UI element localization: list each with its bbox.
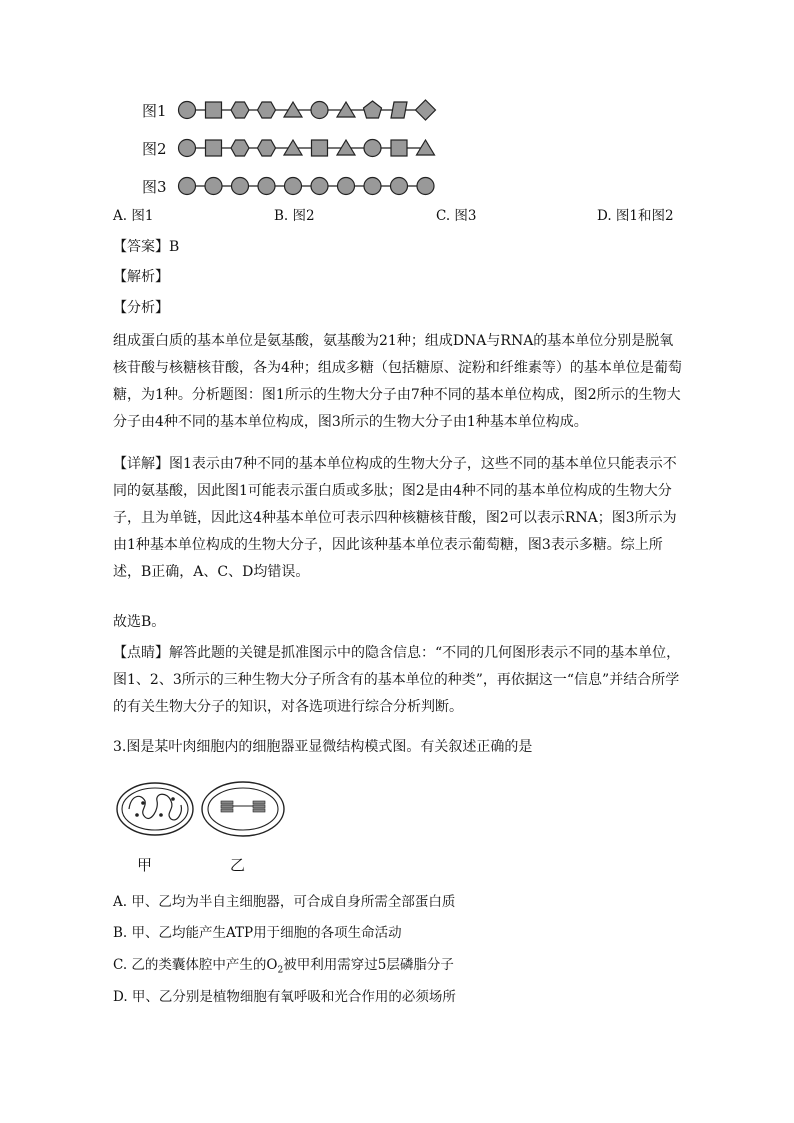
- answer-line: 【答案】B: [113, 239, 180, 255]
- conclusion-line: 故选B。: [113, 614, 166, 630]
- monomer-diamond: [416, 100, 436, 120]
- fenxi-heading: 【分析】: [113, 300, 169, 316]
- organelle-diagram: [115, 779, 290, 839]
- monomer-circle: [364, 178, 381, 195]
- monomer-hexagon: [258, 102, 276, 118]
- q3-option-c-pre: C. 乙的类囊体腔中产生的O: [113, 957, 278, 973]
- q2-option-a: A. 图1: [113, 208, 154, 224]
- figure-3-chain: [175, 174, 445, 198]
- monomer-pentagon: [364, 101, 382, 118]
- monomer-circle: [232, 178, 249, 195]
- monomer-square: [206, 140, 222, 156]
- monomer-square: [206, 102, 222, 118]
- figure-1-chain: [175, 98, 445, 122]
- q3-option-d: D. 甲、乙分别是植物细胞有氧呼吸和光合作用的必须场所: [113, 989, 456, 1005]
- monomer-circle: [311, 102, 328, 119]
- monomer-trapezoid: [391, 102, 407, 118]
- monomer-hexagon: [258, 140, 276, 156]
- monomer-circle: [391, 178, 408, 195]
- fenxi-paragraph: 组成蛋白质的基本单位是氨基酸，氨基酸为21种；组成DNA与RNA的基本单位分别是脱氧核苷酸与核糖核苷酸，各为4种；组成多糖（包括糖原、淀粉和纤维素等）的基本单位是葡萄糖，为1种。分析题图：图1所示的生物大分子由7种不同的基本单位构成，图2所示的生物大分子由4种不同的基本单位构成，图3所示的生物大分子由1种基本单位构成。: [113, 333, 682, 430]
- monomer-circle: [364, 140, 381, 157]
- q2-option-c: C. 图3: [436, 208, 477, 224]
- monomer-circle: [311, 178, 328, 195]
- mitochondrion-jia: [117, 783, 193, 835]
- monomer-square: [391, 140, 407, 156]
- chloroplast-yi: [202, 782, 284, 836]
- dianjing-paragraph: 【点睛】解答此题的关键是抓准图示中的隐含信息：“不同的几何图形表示不同的基本单位，图1、2、3所示的三种生物大分子所含有的基本单位的种类”，再依据这一“信息”并结合所学的有关生物大分子的知识，对各选项进行综合分析判断。: [113, 645, 681, 715]
- monomer-circle: [179, 102, 196, 119]
- monomer-circle: [285, 178, 302, 195]
- monomer-circle: [205, 178, 222, 195]
- q3-option-a: A. 甲、乙均为半自主细胞器，可合成自身所需全部蛋白质: [113, 894, 456, 910]
- label-jia: 甲: [137, 856, 153, 874]
- analysis-heading: 【解析】: [113, 269, 169, 285]
- label-yi: 乙: [230, 856, 246, 874]
- monomer-circle: [417, 178, 434, 195]
- monomer-circle: [179, 140, 196, 157]
- figure-3-label: 图3: [142, 178, 167, 196]
- monomer-hexagon: [231, 140, 249, 156]
- q2-option-b: B. 图2: [274, 208, 315, 224]
- q3-stem: 3.图是某叶肉细胞内的细胞器亚显微结构模式图。有关叙述正确的是: [113, 739, 533, 755]
- figure-2-chain: [175, 136, 445, 160]
- monomer-circle: [179, 178, 196, 195]
- monomer-square: [312, 140, 328, 156]
- xiangjie-paragraph: 【详解】图1表示由7种不同的基本单位构成的生物大分子，这些不同的基本单位只能表示不同的氨基酸，因此图1可能表示蛋白质或多肽；图2是由4种不同的基本单位构成的生物大分子，且为单链，因此这4种基本单位可表示四种核糖核苷酸，图2可以表示RNA；图3所示为由1种基本单位构成的生物大分子，因此该种基本单位表示葡萄糖，图3表示多糖。综上所述，B正确，A、C、D均错误。: [113, 456, 677, 580]
- monomer-hexagon: [231, 102, 249, 118]
- q3-option-c-sub: 2: [277, 965, 284, 976]
- q3-option-c: [113, 955, 454, 981]
- monomer-circle: [258, 178, 275, 195]
- q3-option-c-post: 被甲利用需穿过5层磷脂分子: [283, 957, 454, 973]
- figure-2-label: 图2: [142, 140, 167, 158]
- q3-option-b: B. 甲、乙均能产生ATP用于细胞的各项生命活动: [113, 925, 402, 941]
- q2-option-d: D. 图1和图2: [597, 208, 674, 224]
- figure-1-label: 图1: [142, 102, 167, 120]
- monomer-circle: [338, 178, 355, 195]
